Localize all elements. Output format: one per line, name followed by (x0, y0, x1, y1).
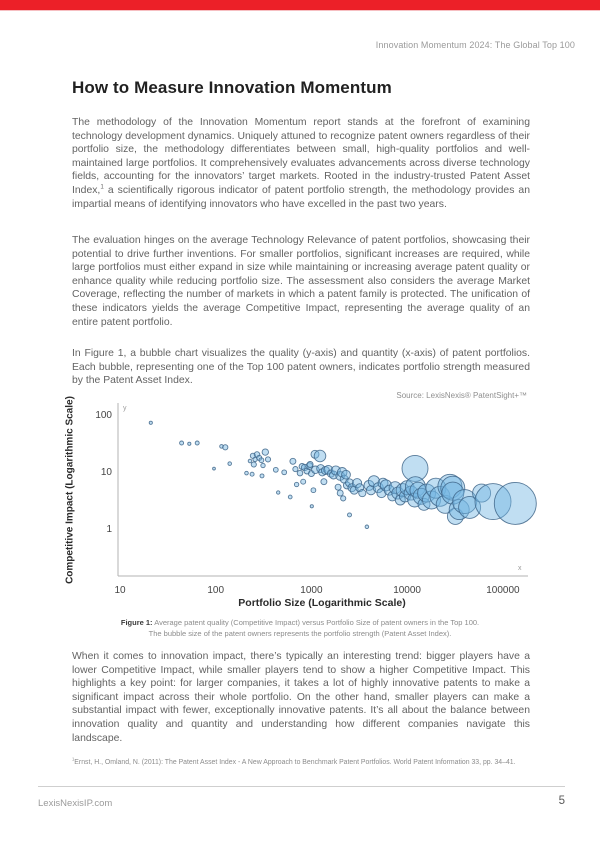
bubble-group (149, 421, 536, 528)
running-header: Innovation Momentum 2024: The Global Top 100 (375, 40, 575, 50)
bubble (310, 505, 313, 508)
bubble (213, 467, 216, 470)
figure-caption-line2: The bubble size of the patent owners represents the portfolio strength (Patent Asset Index). (148, 629, 452, 638)
chart-y-axis-label: Competitive Impact (Logarithmic Scale) (64, 396, 76, 584)
bubble (341, 496, 346, 501)
bubble (293, 467, 298, 472)
footnote-ref: 1 (100, 183, 104, 191)
bubble (245, 471, 249, 475)
bubble (260, 474, 264, 478)
bubble (311, 488, 316, 493)
figure-caption-text: Average patent quality (Competitive Impact) versus Portfolio Size of patent owners in the Top 100. (154, 618, 480, 627)
figure-caption-line1 (20, 617, 580, 628)
bubble (251, 462, 256, 467)
footnote (72, 756, 542, 766)
x-tick-100000: 100000 (486, 585, 520, 596)
bubble (261, 463, 265, 467)
figure-caption (20, 617, 580, 639)
bubble (180, 441, 184, 445)
paragraph-text: a scientifically rigorous indicator of patent portfolio strength, the methodology provides an impartial means of identifying innovators who have excelled in the past two years. (72, 184, 530, 210)
x-tick-10: 10 (114, 585, 126, 596)
x-axis-marker: x (518, 565, 522, 572)
y-tick-100: 100 (95, 410, 112, 421)
bubble (262, 449, 268, 455)
bubble (337, 490, 343, 496)
bubble (359, 490, 366, 497)
bubble (290, 458, 296, 464)
figure-caption-label: Figure 1: (120, 618, 153, 627)
x-tick-1000: 1000 (300, 585, 323, 596)
bubble (250, 472, 254, 476)
bubble (314, 450, 326, 462)
paragraph-text: The methodology of the Innovation Momentum report stands at the forefront of examining technology development dynamics. Uniquely attuned to recognize patent owners regardless of their portfolio size, the methodology differentiates between small, high-quality portfolios and well-maintained large portfolios. It comprehensively evaluates advancements across diverse technology fields, accounting for the innovators’ target markets. Rooted in the industry-trusted Patent Asset Index, (72, 117, 530, 196)
bubble (335, 484, 341, 490)
bubble (265, 457, 270, 462)
bubble (195, 441, 199, 445)
bubble (301, 479, 306, 484)
bubble (297, 470, 303, 476)
bubble-chart (60, 398, 565, 613)
chart-source: Source: LexisNexis® PatentSight+™ (396, 391, 527, 400)
bubble (321, 479, 327, 485)
bubble (494, 482, 536, 524)
page-number: 5 (558, 795, 565, 807)
bubble (149, 421, 152, 424)
x-tick-10000: 10000 (393, 585, 422, 596)
footer-url: LexisNexisIP.com (38, 798, 113, 809)
paragraph-innovation-impact: When it comes to innovation impact, there’s typically an interesting trend: bigger players have a lower Competitive Impact, while smaller players tend to show a higher Competitive Impact. This highlights a key point: for larger companies, it takes a lot of highly innovative patents to make a significant impact across their whole portfolio. On the other hand, smaller players can make a substantial impact with fewer, exceptionally innovative patents. It’s all about the balance between innovation quality and quantity and understanding how different companies navigate this landscape. (72, 651, 530, 744)
bubble (365, 525, 369, 529)
paragraph-figure-intro: In Figure 1, a bubble chart visualizes the quality (y-axis) and quantity (x-axis) of patent portfolios. Each bubble, representing one of the Top 100 patent owners, indicates portfolio strength measured by the Patent Asset Index. (72, 348, 530, 387)
x-tick-100: 100 (207, 585, 225, 596)
top-red-bar (0, 0, 600, 11)
bubble (277, 491, 280, 494)
page-title: How to Measure Innovation Momentum (72, 78, 392, 97)
bubble (307, 462, 313, 468)
paragraph-evaluation: The evaluation hinges on the average Technology Relevance of patent portfolios, showcasing their potential to drive further inventions. For smaller portfolios, significant increases are required, while large portfolios must either expand in size while maintaining or increasing average patent quality or enhance quality while reducing portfolio size. The assessment also considers the average Market Coverage, reflecting the number of markets in which a patent family is protected. The unification of these indicators yields the average Competitive Impact, representing the average quality of an entire patent portfolio. (72, 235, 530, 328)
bubble (294, 482, 298, 486)
y-tick-10: 10 (100, 467, 112, 478)
bubble (282, 470, 287, 475)
bubble (228, 462, 232, 466)
bubble (259, 458, 264, 463)
bubble (223, 445, 228, 450)
y-tick-1: 1 (106, 524, 112, 535)
footnote-text: Ernst, H., Omland, N. (2011): The Patent Asset Index - A New Approach to Benchmark Patent Portfolios. World Patent Information 33, pp. 34–41. (74, 759, 516, 766)
bubble (248, 459, 252, 463)
bubble (273, 467, 278, 472)
bubble (188, 442, 191, 445)
bubble (288, 495, 292, 499)
paragraph-methodology (72, 116, 530, 211)
footnote-sup: 1 (72, 756, 75, 762)
y-axis-marker: y (123, 405, 127, 412)
bubble (348, 513, 352, 517)
chart-x-axis-label: Portfolio Size (Logarithmic Scale) (238, 597, 406, 609)
footer-divider (38, 786, 565, 787)
bubble (342, 470, 351, 479)
